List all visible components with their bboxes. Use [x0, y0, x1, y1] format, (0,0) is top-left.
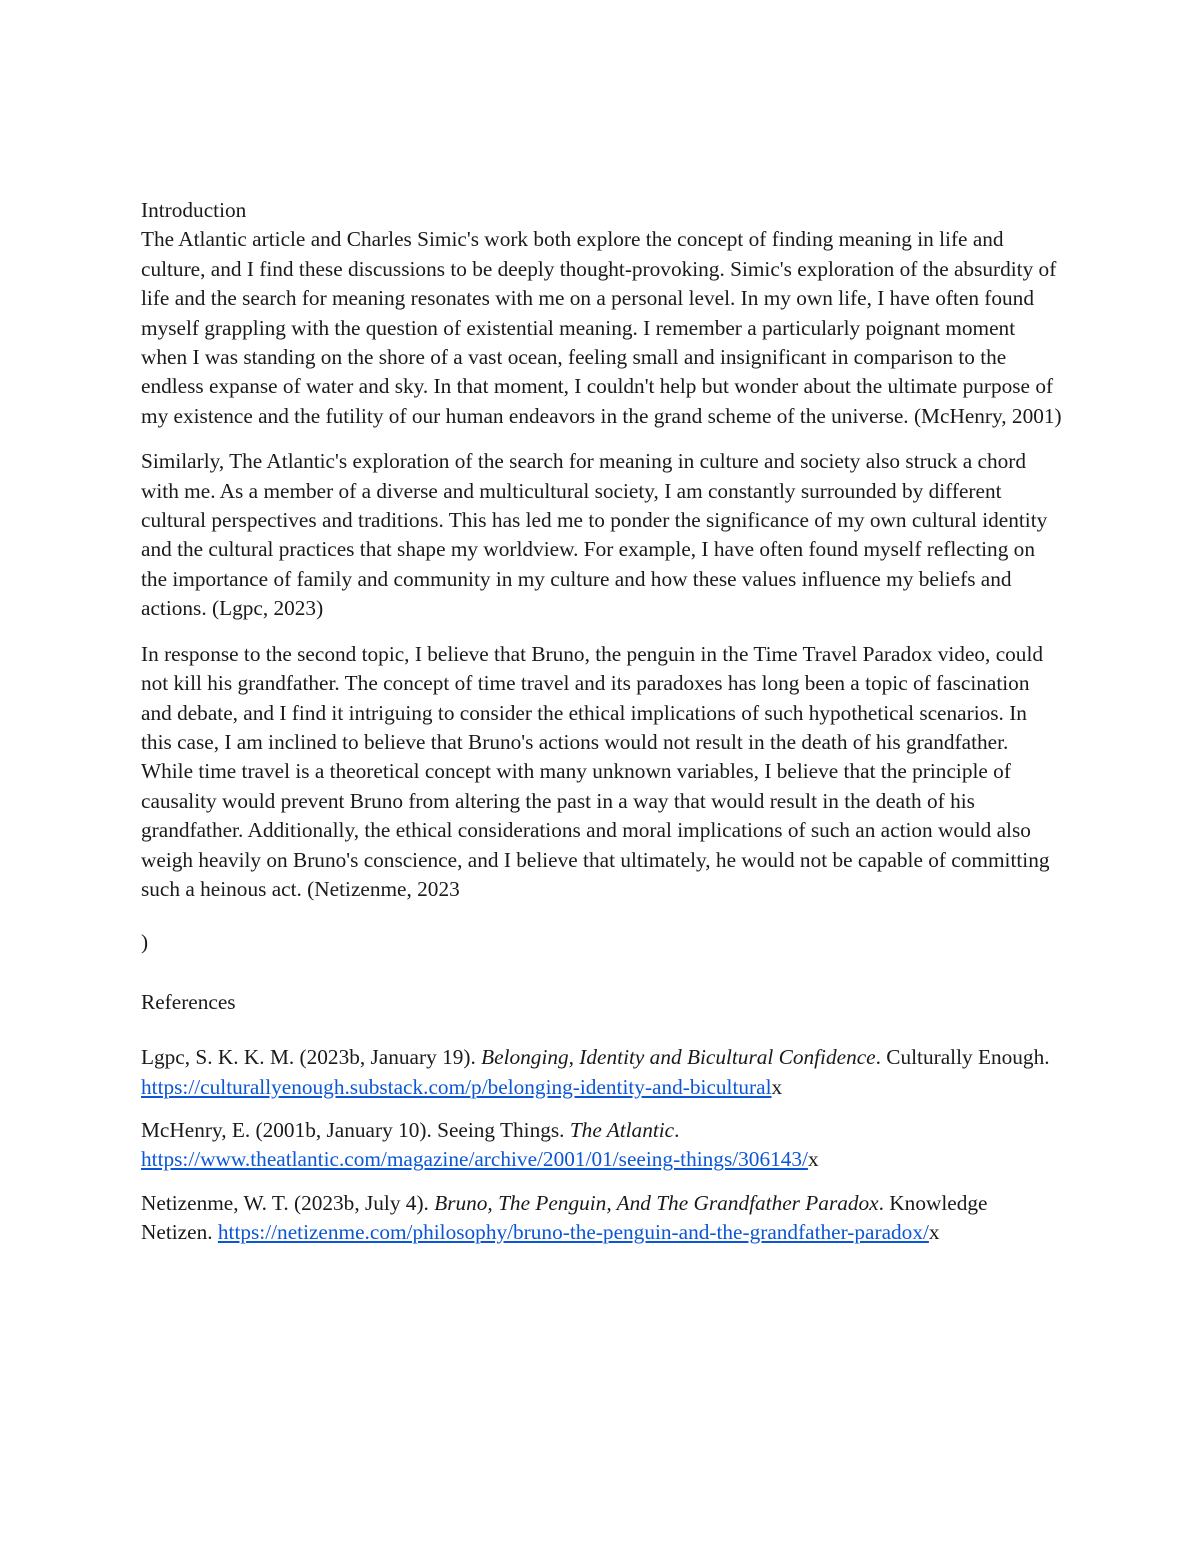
reference-2: [141, 1116, 1063, 1175]
references-heading: References: [141, 989, 236, 1014]
paragraph-2: Similarly, The Atlantic's exploration of the search for meaning in culture and society also struck a chord with me. As a member of a diverse and multicultural society, I am constantly surrounded by different cultural perspectives and traditions. This has led me to ponder the significance of my own cultural identity and the cultural practices that shape my worldview. For example, I have often found myself reflecting on the importance of family and community in my culture and how these values influence my beliefs and actions. (Lgpc, 2023): [141, 449, 1048, 621]
reference-1-after: . Culturally Enough.: [875, 1045, 1050, 1070]
paragraph-3: In response to the second topic, I believe that Bruno, the penguin in the Time Travel Paradox video, could not kill his grandfather. The concept of time travel and its paradoxes has long been a topic of fascination and debate, and I find it intriguing to consider the ethical implications of such hypothetical scenarios. In this case, I am inclined to believe that Bruno's actions would not result in the death of his grandfather. While time travel is a theoretical concept with many unknown variables, I believe that the principle of causality would prevent Bruno from altering the past in a way that would result in the death of his grandfather. Additionally, the ethical considerations and moral implications of such an action would also weigh heavily on Bruno's conscience, and I believe that ultimately, he would not be capable of committing such a heinous act. (Netizenme, 2023: [141, 641, 1050, 901]
reference-1-title: Belonging, Identity and Bicultural Confidence: [481, 1045, 876, 1070]
reference-2-before: McHenry, E. (2001b, January 10). Seeing Things.: [141, 1117, 570, 1142]
reference-2-suffix: x: [807, 1147, 819, 1172]
closing-parenthesis: ): [141, 930, 149, 955]
reference-2-title: The Atlantic: [569, 1117, 675, 1142]
reference-1: [141, 1043, 1063, 1102]
reference-3-link[interactable]: https://netizenme.com/philosophy/bruno-the-penguin-and-the-grandfather-paradox/: [217, 1220, 929, 1245]
introduction-heading: Introduction: [141, 198, 247, 222]
reference-2-after: .: [674, 1117, 680, 1142]
document-page: [141, 196, 1063, 1248]
reference-3: [141, 1189, 1063, 1248]
reference-1-suffix: x: [771, 1074, 783, 1099]
reference-3-before: Netizenme, W. T. (2023b, July 4).: [141, 1190, 435, 1215]
reference-3-title: Bruno, The Penguin, And The Grandfather Paradox: [434, 1190, 879, 1215]
reference-3-after: . Knowledge Netizen.: [141, 1190, 988, 1245]
reference-1-before: Lgpc, S. K. K. M. (2023b, January 19).: [141, 1045, 482, 1070]
reference-1-link[interactable]: https://culturallyenough.substack.com/p/belonging-identity-and-bicultural: [141, 1074, 772, 1099]
reference-3-suffix: x: [928, 1220, 940, 1245]
paragraph-1: The Atlantic article and Charles Simic's work both explore the concept of finding meaning in life and culture, and I find these discussions to be deeply thought-provoking. Simic's exploration of the absurdity of life and the search for meaning resonates with me on a personal level. In my own life, I have often found myself grappling with the question of existential meaning. I remember a particularly poignant moment when I was standing on the shore of a vast ocean, feeling small and insignificant in comparison to the endless expanse of water and sky. In that moment, I couldn't help but wonder about the ultimate purpose of my existence and the futility of our human endeavors in the grand scheme of the universe. (McHenry, 2001): [141, 227, 1062, 428]
reference-2-link[interactable]: https://www.theatlantic.com/magazine/archive/2001/01/seeing-things/306143/: [141, 1147, 808, 1172]
